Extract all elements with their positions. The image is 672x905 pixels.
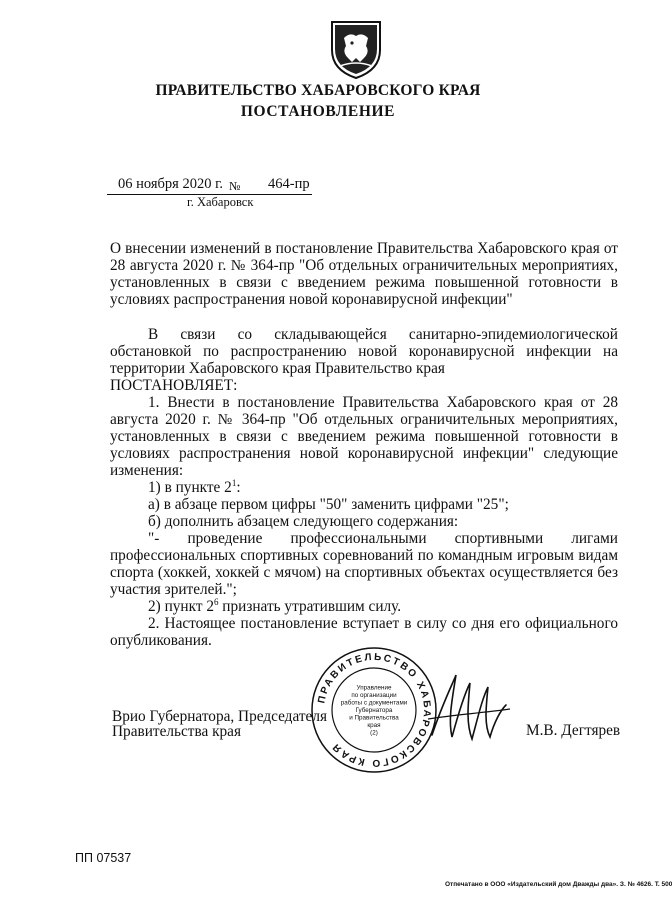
subitem-2-text: 2) пункт 2 bbox=[148, 598, 214, 615]
subitem-1-text: 1) в пункте 2 bbox=[148, 479, 232, 496]
signatory-name: М.В. Дегтярев bbox=[526, 722, 621, 739]
handwritten-signature bbox=[422, 665, 512, 750]
number-sign: № bbox=[229, 179, 241, 193]
subitem-2-sup: 6 bbox=[213, 597, 219, 607]
subitem-1-suffix: : bbox=[236, 479, 241, 496]
printing-note: Отпечатано в ООО «Издательский дом Дважды два». З. № 4626. Т. 500 bbox=[445, 881, 672, 888]
seal-center-line: по организации bbox=[351, 692, 397, 699]
seal-center-line: Управление bbox=[356, 684, 392, 692]
official-seal bbox=[309, 645, 439, 775]
seal-center-line: края bbox=[367, 722, 381, 729]
seal-center-line: (2) bbox=[370, 729, 378, 737]
subitem-1-sup: 1 bbox=[231, 478, 237, 488]
subitem-1a: а) в абзаце первом цифры "50" заменить цифрами "25"; bbox=[148, 496, 509, 513]
quoted-paragraph: "- проведение профессиональными спортивными лигами профессиональных спортивных соревнований по командным игровым видам спорта (хоккей, хоккей с мячом) на спортивных объектах осуществляется без участия зрителей."; bbox=[110, 530, 618, 598]
document-body bbox=[110, 326, 618, 649]
seal-center-line: и Правительства bbox=[349, 714, 399, 722]
item-1: 1. Внести в постановление Правительства Хабаровского края от 28 августа 2020 г. № 364-пр "Об отдельных ограничительных мероприятиях, установленных в связи с введением режима повышенной готовности в условиях распространения новой коронавирусной инфекции" следующие изменения: bbox=[110, 394, 618, 479]
signatory-position-line2: Правительства края bbox=[112, 723, 241, 740]
seal-center-line: работы с документами bbox=[340, 699, 408, 707]
subitem-1b: б) дополнить абзацем следующего содержания: bbox=[148, 513, 459, 530]
item-2: 2. Настоящее постановление вступает в силу со дня его официального опубликования. bbox=[110, 615, 618, 649]
resolves-line: ПОСТАНОВЛЯЕТ: bbox=[110, 377, 238, 394]
seal-ring-text: ПРАВИТЕЛЬСТВО ХАБАРОВСКОГО КРАЯ bbox=[316, 651, 433, 769]
document-city: г. Хабаровск bbox=[187, 195, 254, 209]
document-number: 464-пр bbox=[268, 176, 310, 192]
subitem-1 bbox=[110, 479, 618, 496]
organization-heading: ПРАВИТЕЛЬСТВО ХАБАРОВСКОГО КРАЯ bbox=[155, 82, 481, 99]
intro-paragraph: В связи со складывающейся санитарно-эпидемиологической обстановкой по распространению новой коронавирусной инфекции на территории Хабаровского края Правительство края bbox=[110, 326, 618, 377]
signatory-position-line1: Врио Губернатора, Председателя bbox=[112, 708, 327, 725]
signatory-position bbox=[112, 709, 327, 739]
document-type-heading: ПОСТАНОВЛЕНИЕ bbox=[240, 103, 396, 120]
document-date: 06 ноября 2020 г. bbox=[118, 176, 224, 192]
seal-center-line: Губернатора bbox=[355, 707, 393, 714]
subitem-2-suffix: признать утратившим силу. bbox=[218, 598, 402, 615]
subitem-2 bbox=[110, 598, 618, 615]
document-title: О внесении изменений в постановление Правительства Хабаровского края от 28 августа 2020 г. № 364-пр "Об отдельных ограничительных мероприятиях, установленных в связи с введением режима повышенной готовности в условиях распространения новой коронавирусной инфекции" bbox=[110, 240, 618, 308]
footer-code: ПП 07537 bbox=[75, 851, 132, 865]
coat-of-arms-icon bbox=[326, 16, 386, 80]
